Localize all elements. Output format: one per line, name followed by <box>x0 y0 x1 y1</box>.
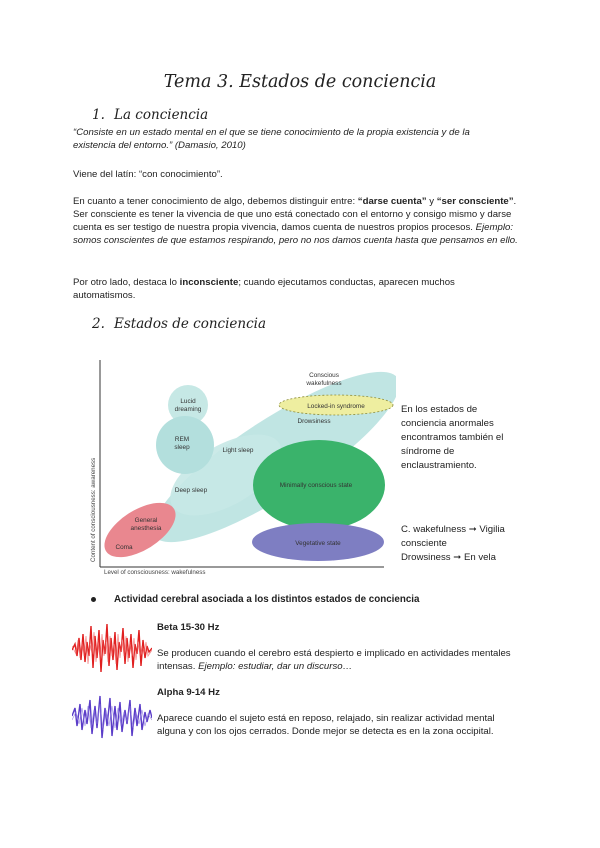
label-deep-sleep: Deep sleep <box>174 487 208 494</box>
p1-end: . <box>513 196 517 207</box>
section-1-heading <box>92 107 208 123</box>
note-drowsiness: Drowsiness ➞ En vela <box>401 552 496 563</box>
alpha-wave-line <box>72 696 152 738</box>
beta-wave-line <box>72 624 152 672</box>
alpha-description: Aparece cuando el sujeto está en reposo, relajado, sin realizar actividad mental alguna y con los ojos cerrados. Donde mejor se detecta es en la zona occipital. <box>157 713 495 737</box>
alpha-title: Alpha 9-14 Hz <box>157 687 220 698</box>
term-inconsciente: inconsciente <box>179 277 239 288</box>
page-title: Tema 3. Estados de conciencia <box>163 72 437 92</box>
p2-end: ; cuando ejecutamos conductas, aparecen muchos automatismos. <box>73 277 455 301</box>
label-light-sleep: Light sleep <box>222 447 254 454</box>
term-ser-consciente: “ser consciente” <box>436 196 514 207</box>
abnormal-states-note: En los estados de conciencia anormales encontramos también el síndrome de enclaustramiento. <box>401 404 504 471</box>
label-anesthesia-2: anesthesia <box>130 525 162 532</box>
label-conscious-1: Conscious <box>309 372 339 379</box>
beta-title: Beta 15-30 Hz <box>157 622 220 633</box>
p1-rest: Ser consciente es tener la vivencia de que uno está conectado con el entorno y consigo mismo y darse cuenta es ser testigo de nuestra propia vivencia, damos cuenta de nuestros propios procesos. <box>73 209 512 233</box>
section-2-heading <box>92 316 266 332</box>
label-conscious-2: wakefulness <box>306 380 342 387</box>
label-rem-1: REM <box>174 436 190 443</box>
bullet-text: Actividad cerebral asociada a los distintos estados de conciencia <box>114 594 420 605</box>
label-drowsiness: Drowsiness <box>297 418 331 425</box>
awareness-paragraph <box>73 195 533 247</box>
section-2-title: Estados de conciencia <box>114 316 267 332</box>
label-coma: Coma <box>115 544 133 551</box>
alpha-wave-image <box>72 686 152 748</box>
y-axis-label: Content of consciousness: awareness <box>90 457 97 562</box>
bullet-dot <box>91 597 96 602</box>
section-1-number: 1. <box>92 107 105 123</box>
p1-and: y <box>426 196 437 207</box>
brain-activity-bullet <box>91 594 419 605</box>
label-anesthesia-1: General <box>134 517 158 524</box>
beta-example: Ejemplo: estudiar, dar un discurso… <box>198 661 353 672</box>
x-axis-label: Level of consciousness: wakefulness <box>104 569 206 576</box>
translation-notes <box>401 523 526 565</box>
consciousness-states-diagram <box>86 352 396 580</box>
beta-text: Se producen cuando el cerebro está despierto e implicado en actividades mentales intensas. <box>157 648 511 672</box>
label-rem-2: sleep <box>174 444 190 451</box>
unconscious-paragraph <box>73 276 493 302</box>
section-2-number: 2. <box>92 316 105 332</box>
note-wakefulness: C. wakefulness ➞ Vigilia consciente <box>401 524 505 549</box>
p1-start: En cuanto a tener conocimiento de algo, debemos distinguir entre: <box>73 196 358 207</box>
p2-start: Por otro lado, destaca lo <box>73 277 180 288</box>
beta-wave-image <box>72 616 152 682</box>
label-lucid-1: Lucid <box>180 398 196 405</box>
section-1-title: La conciencia <box>114 107 209 123</box>
label-lucid-2: dreaming <box>174 406 202 413</box>
p1-example: Ejemplo: somos conscientes de que estamos respirando, pero no nos damos cuenta hasta que pensamos en ello. <box>73 222 518 246</box>
label-minimally-conscious: Minimally conscious state <box>279 482 353 489</box>
term-darse-cuenta: “darse cuenta” <box>357 196 427 207</box>
label-vegetative: Vegetative state <box>295 540 341 547</box>
beta-description <box>157 647 517 673</box>
label-locked-in: Locked-in syndrome <box>307 403 365 410</box>
latin-origin: Viene del latín: “con conocimiento”. <box>73 169 223 180</box>
definition-quote: “Consiste en un estado mental en el que se tiene conocimiento de la propia existencia y de la existencia del entorno.” (Damasio, 2010) <box>73 127 470 151</box>
